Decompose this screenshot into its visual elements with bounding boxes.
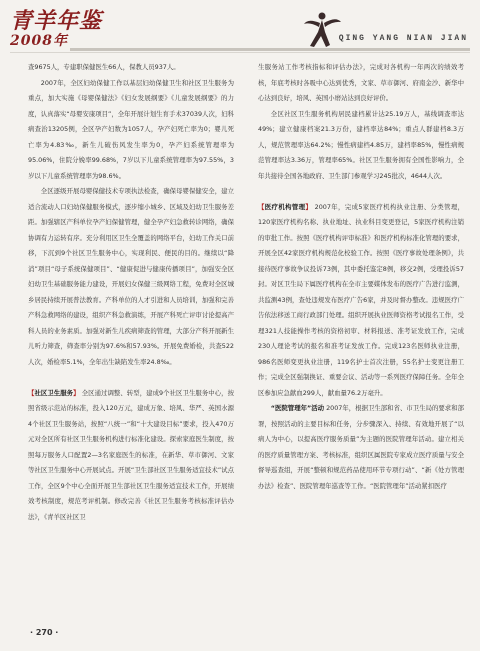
dancer-silhouette-icon bbox=[300, 10, 344, 50]
left-column bbox=[28, 60, 234, 525]
section-heading-community-health: 【社区卫生服务】 bbox=[28, 388, 80, 397]
logo-title: 青羊年鉴 bbox=[10, 8, 103, 34]
paragraph-text: 2007年，根据卫生部和省、市卫生局的要求和部署，按照活动的主要目标和任务，分步骤深入、持续、有效地开展了“以病人为中心，以提高医疗服务质量”为主题的医院管理年活动。建立相关的医疗质量管理方案、考核标准，组织区属医院专家成立医疗质量与安全督导巡查组，开展“整顿和规范药品使用环节专项行动”、“新《处方管理办法》检查”、医院管理年巡查等工作。“医院管理年”活动紧扣医疗 bbox=[258, 404, 464, 490]
paragraph: 生服务站工作考核指标和评估办法》，完成对各机构一年两次的绩效考核，年底考核时各吸中心达到优秀，文家、草市御河、府南金沙、新华中心达到良好，培风、英国小磨站达到良好评价。 bbox=[258, 63, 464, 102]
yearbook-logo bbox=[10, 10, 102, 48]
header-divider bbox=[70, 48, 470, 51]
paragraph: 全区逐级开展母婴保健技术专项执法检查，确保母婴保健安全，建立适合流动人口妇幼保健服务模式，逐步缩小城乡、区域及妇幼卫生服务差距。加强辖区产科单位孕产妇保健管理，健全孕产妇急救转诊网络，确保协调有力运转有序。充分利用区卫生全覆盖的网络平台，妇幼工作关口前移，下沉到9个社区卫生服务中心，实现利民、便民的目的。继续以“降消”项目“母子系统保健项目”、“健康促进与健康传播项目”，加强安全区妇幼卫生基础服务能力建设，开展妇女保健三级网络工程，免费对全区城乡居民持续开展普法教育。产科单位的人才引进和人员培训，加强和完善产科急救网络的建设，组织产科急救演练，开展产科死亡评审讨论提高产科人员的业务素质。加强对新生儿疾病筛查的管理，大部分产科开展新生儿听力筛查，筛查率分别为97.6%和57.93%。开展免费婚检，共查522人次，婚检率5.1%，全年出生缺陷发生率24.8‰。 bbox=[28, 187, 234, 366]
event-heading-hospital-management-year: “医院管理年”活动 bbox=[270, 404, 325, 412]
section-paragraph bbox=[28, 386, 234, 526]
logo-year: 2008年 bbox=[10, 33, 68, 49]
paragraph-text: 全区通过调整、转型，建成9个社区卫生服务中心，按照省级示范站的标准，投入120万元，建成万象、培风、华严、英国水源4个社区卫生服务站，按照“八统一”和“十大建设目标”要求，投入470万元对全区所有社区卫生服务机构进行标准化建设。探索家庭医生制度，按照每万服务人口配置2—3名家庭医生的标准，在新华、草市御河、文家等社区卫生服务中心开展试点。开展“卫生部社区卫生服务适宜技术”试点工作，全区9个中心全面开展卫生部社区卫生服务适宜技术工作，开展绩效考核制度，规范考评机制。修改完善《社区卫生服务考核标准评估办法》，《青羊区社区卫 bbox=[28, 388, 235, 521]
page-number: · 270 · bbox=[30, 628, 59, 637]
header-divider-thin bbox=[10, 52, 470, 53]
right-column bbox=[258, 60, 464, 494]
page-header bbox=[0, 0, 480, 60]
section-paragraph bbox=[258, 401, 464, 494]
paragraph: 查9675人，专建职保健医生66人，保教人员937人。 bbox=[28, 63, 180, 71]
spacer bbox=[258, 184, 464, 200]
paragraph: 2007年，全区妇幼保健工作以基层妇幼保健卫生和社区卫生服务为重点，加大实施《母婴保健法》《妇女发展纲要》《儿童发展纲要》的力度，认真落实“母婴安康项目”，全年开展计划生育手术37039人次，妇科病查治13205例，全区孕产妇数为1057人，孕产妇死亡率为0；婴儿死亡率为4.83‰，新生儿破伤风发生率为0，孕产妇系统管理率为95.06%，住院分娩率99.68%，7岁以下儿童系统管理率为97.55%，3岁以下儿童系统管理率为98.6%。 bbox=[28, 78, 234, 180]
paragraph: 全区社区卫生服务机构居民建档累计达25.19万人，基线调查率达49%；建立健康档案21.3万份，建档率达84%；重点人群建档8.3万人，规范管理率达64.2%；慢性病建档4.85万，建档率85%，慢性病规范管理率达3.36万，管理率65%。社区卫生服务拥有全国性影响力，全年共接待全国各地政府、卫生部门参观学习245批次，4644人次。 bbox=[258, 109, 464, 180]
section-heading-medical-institution: 【医疗机构管理】 bbox=[258, 202, 313, 211]
header-banner: QING YANG NIAN JIAN bbox=[338, 34, 468, 43]
article-body bbox=[28, 60, 464, 620]
paragraph-text: 2007年，完成5家医疗机构执业注册、分类管理，120家医疗机构名称、执业地址、执业科目变更登记，5家医疗机构注销的审批工作。按照《医疗机构评审标准》和医疗机构标准化管理的要求，开展全区42家医疗机构规范化校验工作。按照《医疗事故处理条例》，共接待医疗事故争议投诉73例，其中委托鉴定8例，移交2例，受理投诉57封。对区卫生局下属医疗机构在全市主要媒体发布的医疗广告进行监测，共监测43例，查处违规发布医疗广告6家，并及时督办整改。违规医疗广告依法移送工商行政部门处理。组织开展执业医师资格考试报名工作，受理321人技能操作考核的资格初审、材料报送、准考证发放工作，完成230人理论考试的报名和准考证发放工作。完成123名医师执业注册，986名医师变更执业注册，119名护士首次注册，55名护士变更注册工作；完成全区强制换证、重要会议、活动等一系列医疗保障任务。全年全区参加应急献血299人，献血量76.2万毫升。 bbox=[258, 202, 465, 397]
spacer bbox=[28, 370, 234, 386]
section-paragraph bbox=[258, 200, 464, 402]
